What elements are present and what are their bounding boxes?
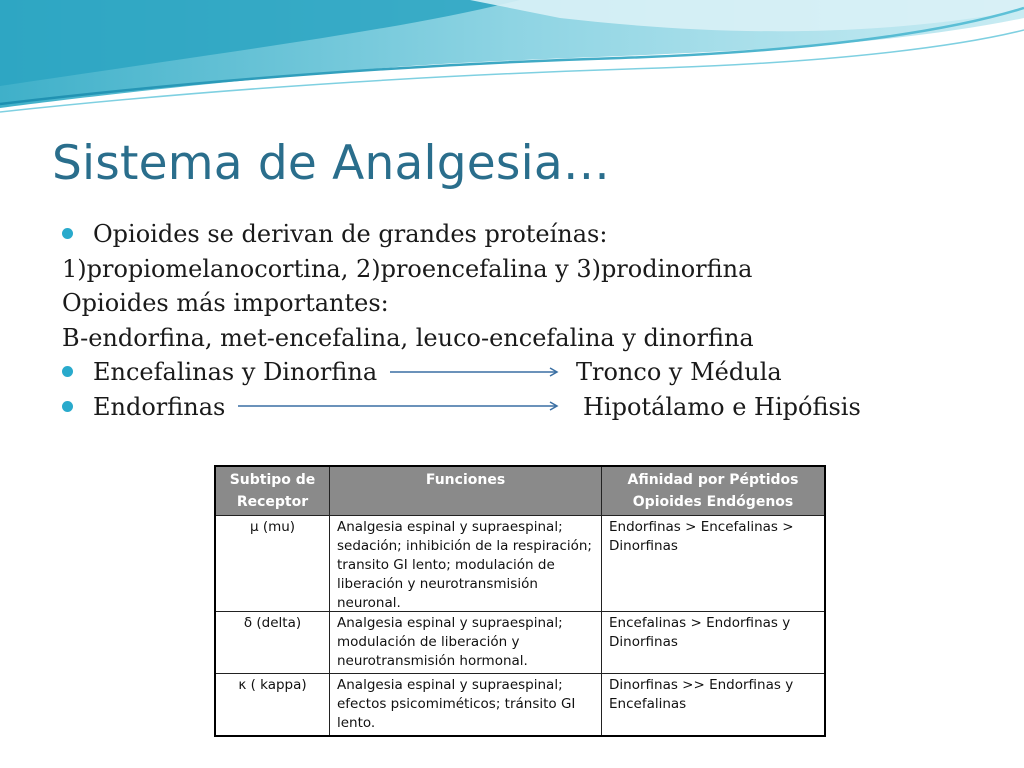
arrow-item-right: Hipotálamo e Hipófisis: [583, 392, 861, 421]
bullet-icon: [62, 366, 73, 377]
cell-subtype: κ ( kappa): [216, 674, 330, 735]
bullet-text: Opioides se derivan de grandes proteínas:: [93, 220, 608, 248]
bullet-icon: [62, 228, 73, 239]
cell-functions: Analgesia espinal y supraespinal; modulación de liberación y neurotransmisión hormonal.: [330, 612, 602, 673]
arrow-item-left: Encefalinas y Dinorfina: [93, 358, 378, 386]
bullet-icon: [62, 401, 73, 412]
opioid-receptor-table: [214, 465, 826, 737]
bullet-line: [62, 217, 1002, 252]
right-arrow-icon: [390, 367, 562, 377]
table-row: [216, 674, 824, 735]
cell-functions: Analgesia espinal y supraespinal; sedación; inhibición de la respiración; transito GI lento; modulación de liberación y neurotransmisión neuronal.: [330, 516, 602, 611]
text-line: Opioides más importantes:: [62, 289, 389, 317]
text-line: 1)propiomelanocortina, 2)proencefalina y 3)prodinorfina: [62, 254, 753, 283]
arrow-item-right: Tronco y Médula: [576, 358, 782, 386]
cell-functions: Analgesia espinal y supraespinal; efectos psicomiméticos; tránsito GI lento.: [330, 674, 602, 735]
text-line: B-endorfina, met-encefalina, leuco-encefalina y dinorfina: [62, 323, 754, 352]
cell-affinity: Endorfinas > Encefalinas > Dinorfinas: [609, 519, 794, 554]
cell-subtype: δ (delta): [216, 612, 330, 673]
cell-subtype: μ (mu): [216, 516, 330, 611]
cell-affinity: Encefalinas > Endorfinas y Dinorfinas: [609, 615, 791, 650]
table-row: [216, 612, 824, 674]
arrow-item: [62, 390, 1002, 425]
cell-affinity: Dinorfinas >> Endorfinas y Encefalinas: [609, 677, 794, 712]
arrow-item: [62, 355, 1002, 390]
table-header-row: [216, 467, 824, 516]
header-wave-decoration: [0, 0, 1024, 120]
slide-title: Sistema de Analgesia…: [52, 136, 611, 191]
header-functions: Funciones: [330, 467, 602, 515]
right-arrow-icon: [238, 401, 562, 411]
slide-content: [62, 217, 1002, 424]
header-affinity: Afinidad por Péptidos Opioides Endógenos: [627, 472, 799, 510]
arrow-item-left: Endorfinas: [93, 392, 226, 421]
table-row: [216, 516, 824, 612]
header-subtype: Subtipo de Receptor: [216, 467, 330, 515]
